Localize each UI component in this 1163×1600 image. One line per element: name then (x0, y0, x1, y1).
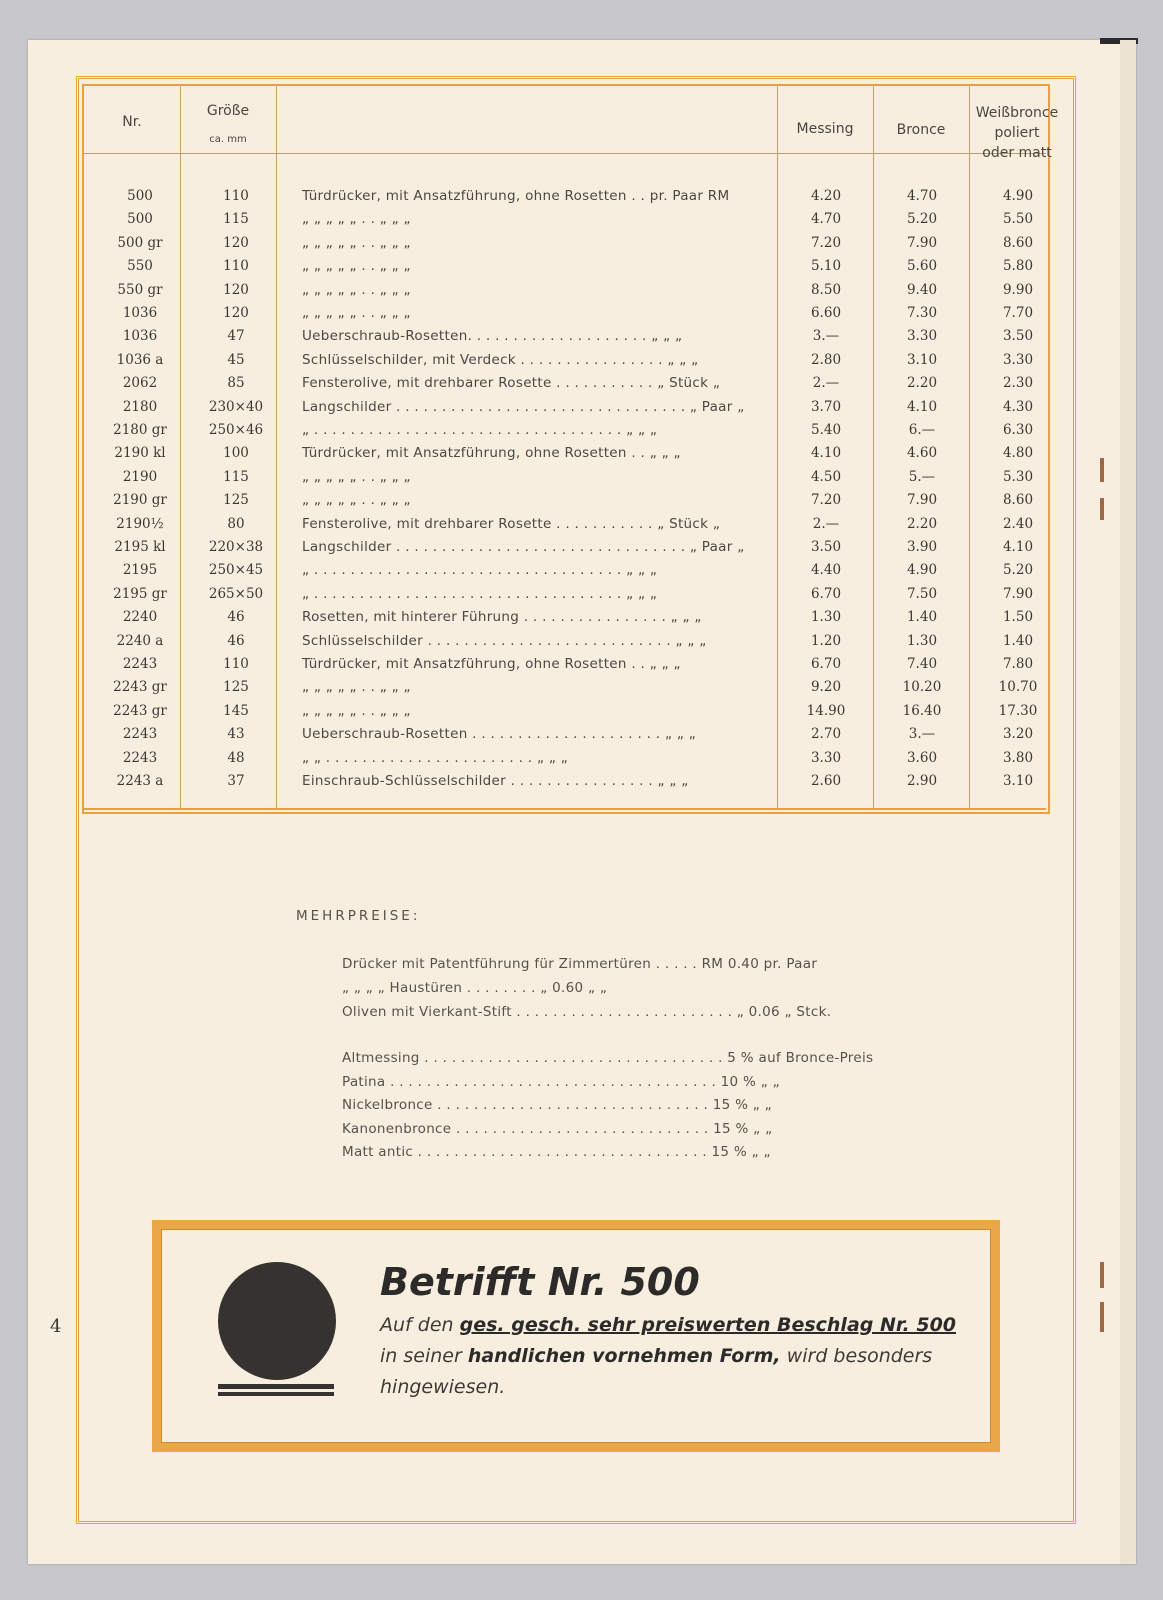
cell-messing: 6.70 (810, 585, 842, 602)
mehrpreise-line: Nickelbronce . . . . . . . . . . . . . . . . . . . . . . . . . . . . . . 15 % „ „ (342, 1097, 772, 1113)
cell-messing: 4.20 (810, 188, 842, 204)
cell-weissbronce: 4.90 (1002, 188, 1034, 204)
cell-size: 100 (223, 445, 249, 462)
cell-nr: 2243 gr (113, 702, 167, 719)
table-row (0, 586, 1163, 609)
cell-weissbronce: 4.10 (1002, 539, 1034, 555)
logo-bar (218, 1384, 334, 1389)
cell-description: Fensterolive, mit drehbarer Rosette . . . . . . . . . . . „ Stück „ (302, 375, 721, 392)
cell-bronce: 7.40 (906, 656, 938, 672)
cell-size: 230×40 (208, 398, 264, 415)
promo-title: Betrifft Nr. 500 (380, 1260, 700, 1304)
cell-size: 125 (223, 679, 249, 696)
cell-messing: 7.20 (810, 492, 842, 509)
header-size-unit: ca. mm (209, 134, 247, 145)
cell-nr: 2180 gr (113, 422, 167, 438)
table-row (0, 679, 1163, 702)
cell-messing: 8.50 (810, 281, 842, 298)
cell-bronce: 3.— (908, 726, 936, 743)
cell-bronce: 1.30 (906, 632, 938, 649)
cell-size: 265×50 (208, 585, 264, 602)
cell-bronce: 2.20 (906, 515, 938, 532)
cell-size: 220×38 (208, 539, 264, 555)
cell-messing: 3.50 (810, 539, 842, 555)
cell-nr: 550 gr (117, 281, 163, 298)
cell-nr: 2243 (122, 749, 158, 766)
cell-messing: 4.50 (810, 468, 842, 485)
cell-bronce: 4.10 (906, 398, 938, 415)
cell-description: „ „ „ „ „ . . „ „ „ (302, 305, 411, 321)
header-bronce: Bronce (896, 122, 946, 138)
cell-weissbronce: 1.50 (1002, 609, 1034, 626)
table-row (0, 703, 1163, 726)
table-row (0, 539, 1163, 562)
cell-description: Türdrücker, mit Ansatzführung, ohne Rosetten . . „ „ „ (302, 656, 681, 672)
cell-description: Langschilder . . . . . . . . . . . . . . . . . . . . . . . . . . . . . . . . „ Paar „ (302, 398, 745, 415)
cell-messing: 1.30 (810, 609, 842, 626)
mehrpreise-line: Altmessing . . . . . . . . . . . . . . . . . . . . . . . . . . . . . . . . . 5 % auf Bronce-Preis (342, 1050, 874, 1066)
promo-line-2: in seiner handlichen vornehmen Form, wird besonders (380, 1345, 933, 1367)
table-row (0, 422, 1163, 445)
cell-messing: 4.10 (810, 445, 842, 462)
cell-nr: 1036 a (116, 351, 164, 368)
cell-weissbronce: 3.10 (1002, 773, 1034, 789)
cell-size: 250×45 (208, 562, 264, 579)
logo-circle (218, 1262, 336, 1380)
cell-messing: 9.20 (810, 679, 842, 696)
cell-size: 45 (227, 351, 245, 368)
table-row (0, 609, 1163, 632)
cell-bronce: 7.30 (906, 305, 938, 321)
mehrpreise-line: Kanonenbronce . . . . . . . . . . . . . . . . . . . . . . . . . . . . 15 % „ „ (342, 1121, 773, 1137)
cell-description: Ueberschraub-Rosetten. . . . . . . . . . . . . . . . . . . . „ „ „ (302, 328, 683, 345)
cell-weissbronce: 4.30 (1002, 398, 1034, 415)
table-row (0, 445, 1163, 468)
cell-description: Rosetten, mit hinterer Führung . . . . . . . . . . . . . . . . „ „ „ (302, 609, 702, 626)
cell-nr: 2190 kl (114, 445, 166, 462)
cell-messing: 4.40 (810, 562, 842, 579)
header-divider (84, 153, 1046, 154)
cell-bronce: 4.60 (906, 445, 938, 462)
cell-description: „ „ „ „ „ . . „ „ „ (302, 679, 411, 696)
table-row (0, 562, 1163, 585)
cell-bronce: 1.40 (906, 609, 938, 626)
table-row (0, 492, 1163, 515)
mehrpreise-title: MEHRPREISE: (296, 908, 421, 924)
cell-size: 120 (223, 281, 249, 298)
table-row (0, 188, 1163, 211)
cell-messing: 1.20 (810, 632, 842, 649)
page-number: 4 (50, 1316, 62, 1337)
cell-messing: 3.70 (810, 398, 842, 415)
cell-weissbronce: 7.90 (1002, 585, 1034, 602)
cell-description: „ . . . . . . . . . . . . . . . . . . . . . . . . . . . . . . . . . . „ „ „ (302, 422, 658, 438)
cell-description: „ „ „ „ „ . . „ „ „ (302, 702, 411, 719)
table-row (0, 399, 1163, 422)
cell-nr: 1036 (122, 305, 158, 321)
table-row (0, 773, 1163, 796)
logo-bar (218, 1392, 334, 1396)
cell-nr: 2190 gr (113, 492, 167, 509)
promo-line-1: Auf den ges. gesch. sehr preiswerten Beschlag Nr. 500 (380, 1314, 957, 1336)
binding-mark (1100, 1262, 1104, 1288)
cell-bronce: 4.70 (906, 188, 938, 204)
cell-bronce: 4.90 (906, 562, 938, 579)
cell-bronce: 3.60 (906, 749, 938, 766)
cell-description: Ueberschraub-Rosetten . . . . . . . . . . . . . . . . . . . . . „ „ „ (302, 726, 697, 743)
cell-nr: 2190 (122, 468, 158, 485)
cell-weissbronce: 5.50 (1002, 211, 1034, 228)
promo-line-3: hingewiesen. (380, 1376, 506, 1398)
cell-size: 115 (223, 211, 249, 228)
cell-size: 47 (227, 328, 245, 345)
cell-bronce: 3.90 (906, 539, 938, 555)
cell-size: 110 (223, 188, 249, 204)
cell-nr: 500 (127, 188, 153, 204)
cell-size: 110 (223, 656, 249, 672)
cell-messing: 5.10 (810, 258, 842, 275)
mehrpreise-line: Patina . . . . . . . . . . . . . . . . . . . . . . . . . . . . . . . . . . . . 10 % „ „ (342, 1074, 780, 1090)
cell-weissbronce: 9.90 (1002, 281, 1034, 298)
cell-bronce: 5.20 (906, 211, 938, 228)
table-row (0, 656, 1163, 679)
header-size: Größe (206, 103, 250, 119)
cell-bronce: 6.— (908, 422, 936, 438)
cell-messing: 4.70 (810, 211, 842, 228)
cell-nr: 2240 (122, 609, 158, 626)
cell-weissbronce: 4.80 (1002, 445, 1034, 462)
table-row (0, 516, 1163, 539)
cell-weissbronce: 10.70 (998, 679, 1038, 696)
cell-description: Langschilder . . . . . . . . . . . . . . . . . . . . . . . . . . . . . . . . „ Paar „ (302, 539, 745, 555)
cell-bronce: 7.90 (906, 492, 938, 509)
cell-nr: 2180 (122, 398, 158, 415)
cell-description: „ „ „ „ „ . . „ „ „ (302, 234, 411, 251)
cell-messing: 2.80 (810, 351, 842, 368)
cell-size: 120 (223, 234, 249, 251)
cell-bronce: 16.40 (902, 702, 942, 719)
header-weissbronce-poliert: poliert (994, 125, 1040, 141)
table-row (0, 469, 1163, 492)
table-bottom-rule (84, 808, 1046, 810)
cell-nr: 2243 (122, 726, 158, 743)
cell-size: 115 (223, 468, 249, 485)
cell-size: 250×46 (208, 422, 264, 438)
cell-weissbronce: 6.30 (1002, 422, 1034, 438)
header-weissbronce: Weißbronce (975, 105, 1059, 121)
cell-bronce: 5.60 (906, 258, 938, 275)
cell-nr: 1036 (122, 328, 158, 345)
cell-weissbronce: 3.80 (1002, 749, 1034, 766)
table-row (0, 352, 1163, 375)
cell-bronce: 9.40 (906, 281, 938, 298)
table-row (0, 328, 1163, 351)
cell-description: „ . . . . . . . . . . . . . . . . . . . . . . . . . . . . . . . . . . „ „ „ (302, 585, 658, 602)
cell-weissbronce: 5.20 (1002, 562, 1034, 579)
cell-bronce: 7.50 (906, 585, 938, 602)
cell-messing: 3.30 (810, 749, 842, 766)
cell-description: Einschraub-Schlüsselschilder . . . . . . . . . . . . . . . . „ „ „ (302, 773, 689, 789)
cell-nr: 2195 kl (114, 539, 166, 555)
cell-description: „ „ „ „ „ . . „ „ „ (302, 492, 411, 509)
cell-size: 80 (227, 515, 245, 532)
cell-size: 48 (227, 749, 245, 766)
cell-nr: 2243 a (116, 773, 164, 789)
cell-description: Schlüsselschilder, mit Verdeck . . . . . . . . . . . . . . . . „ „ „ (302, 351, 699, 368)
cell-weissbronce: 2.30 (1002, 375, 1034, 392)
cell-weissbronce: 3.50 (1002, 328, 1034, 345)
cell-description: Fensterolive, mit drehbarer Rosette . . . . . . . . . . . „ Stück „ (302, 515, 721, 532)
cell-description: Schlüsselschilder . . . . . . . . . . . . . . . . . . . . . . . . . . . „ „ „ (302, 632, 707, 649)
cell-weissbronce: 1.40 (1002, 632, 1034, 649)
cell-bronce: 10.20 (902, 679, 942, 696)
cell-messing: 14.90 (806, 702, 846, 719)
cell-bronce: 2.20 (906, 375, 938, 392)
cell-weissbronce: 8.60 (1002, 234, 1034, 251)
cell-nr: 2243 (122, 656, 158, 672)
table-row (0, 633, 1163, 656)
table-row (0, 282, 1163, 305)
cell-nr: 2240 a (116, 632, 164, 649)
cell-messing: 7.20 (810, 234, 842, 251)
mehrpreise-line: Matt antic . . . . . . . . . . . . . . . . . . . . . . . . . . . . . . . . 15 % „ „ (342, 1144, 771, 1160)
cell-messing: 2.70 (810, 726, 842, 743)
cell-description: „ „ „ „ „ . . „ „ „ (302, 211, 411, 228)
cell-description: „ „ . . . . . . . . . . . . . . . . . . . . . . . „ „ „ (302, 749, 569, 766)
cell-size: 43 (227, 726, 245, 743)
cell-size: 37 (227, 773, 245, 789)
cell-messing: 2.— (812, 515, 840, 532)
binding-mark (1100, 1302, 1104, 1332)
cell-nr: 550 (127, 258, 153, 275)
cell-bronce: 3.30 (906, 328, 938, 345)
cell-bronce: 3.10 (906, 351, 938, 368)
table-row (0, 726, 1163, 749)
cell-description: Türdrücker, mit Ansatzführung, ohne Rosetten . . „ „ „ (302, 445, 681, 462)
cell-weissbronce: 2.40 (1002, 515, 1034, 532)
cell-weissbronce: 5.80 (1002, 258, 1034, 275)
cell-messing: 3.— (812, 328, 840, 345)
cell-weissbronce: 7.80 (1002, 656, 1034, 672)
header-weissbronce-matt: oder matt (982, 145, 1052, 161)
cell-description: „ „ „ „ „ . . „ „ „ (302, 468, 411, 485)
header-nr: Nr. (122, 114, 142, 130)
mehrpreise-line: „ „ „ „ Haustüren . . . . . . . . „ 0.60 „ „ (342, 980, 608, 996)
mehrpreise-line: Oliven mit Vierkant-Stift . . . . . . . . . . . . . . . . . . . . . . . . „ 0.06 „ Stck. (342, 1004, 832, 1020)
cell-weissbronce: 3.30 (1002, 351, 1034, 368)
cell-bronce: 2.90 (906, 773, 938, 789)
cell-weissbronce: 5.30 (1002, 468, 1034, 485)
cell-size: 46 (227, 609, 245, 626)
cell-size: 110 (223, 258, 249, 275)
cell-nr: 2190½ (116, 515, 164, 532)
table-row (0, 305, 1163, 328)
cell-nr: 500 (127, 211, 153, 228)
cell-nr: 2062 (122, 375, 158, 392)
table-row (0, 375, 1163, 398)
cell-messing: 6.70 (810, 656, 842, 672)
cell-description: „ „ „ „ „ . . „ „ „ (302, 281, 411, 298)
cell-size: 85 (227, 375, 245, 392)
mehrpreise-line: Drücker mit Patentführung für Zimmertüren . . . . . RM 0.40 pr. Paar (342, 956, 818, 972)
cell-messing: 6.60 (810, 305, 842, 321)
cell-weissbronce: 17.30 (998, 702, 1038, 719)
header-messing: Messing (796, 121, 854, 137)
table-row (0, 211, 1163, 234)
cell-description: Türdrücker, mit Ansatzführung, ohne Rosetten . . pr. Paar RM (302, 188, 730, 204)
cell-size: 46 (227, 632, 245, 649)
cell-weissbronce: 8.60 (1002, 492, 1034, 509)
cell-weissbronce: 7.70 (1002, 305, 1034, 321)
cell-messing: 5.40 (810, 422, 842, 438)
cell-nr: 2195 (122, 562, 158, 579)
cell-description: „ . . . . . . . . . . . . . . . . . . . . . . . . . . . . . . . . . . „ „ „ (302, 562, 658, 579)
cell-bronce: 5.— (908, 468, 936, 485)
cell-size: 145 (223, 702, 249, 719)
cell-messing: 2.60 (810, 773, 842, 789)
cell-size: 120 (223, 305, 249, 321)
table-row (0, 258, 1163, 281)
cell-bronce: 7.90 (906, 234, 938, 251)
cell-description: „ „ „ „ „ . . „ „ „ (302, 258, 411, 275)
cell-nr: 500 gr (117, 234, 163, 251)
cell-nr: 2243 gr (113, 679, 167, 696)
cell-weissbronce: 3.20 (1002, 726, 1034, 743)
cell-messing: 2.— (812, 375, 840, 392)
cell-size: 125 (223, 492, 249, 509)
table-row (0, 235, 1163, 258)
table-row (0, 750, 1163, 773)
cell-nr: 2195 gr (113, 585, 167, 602)
